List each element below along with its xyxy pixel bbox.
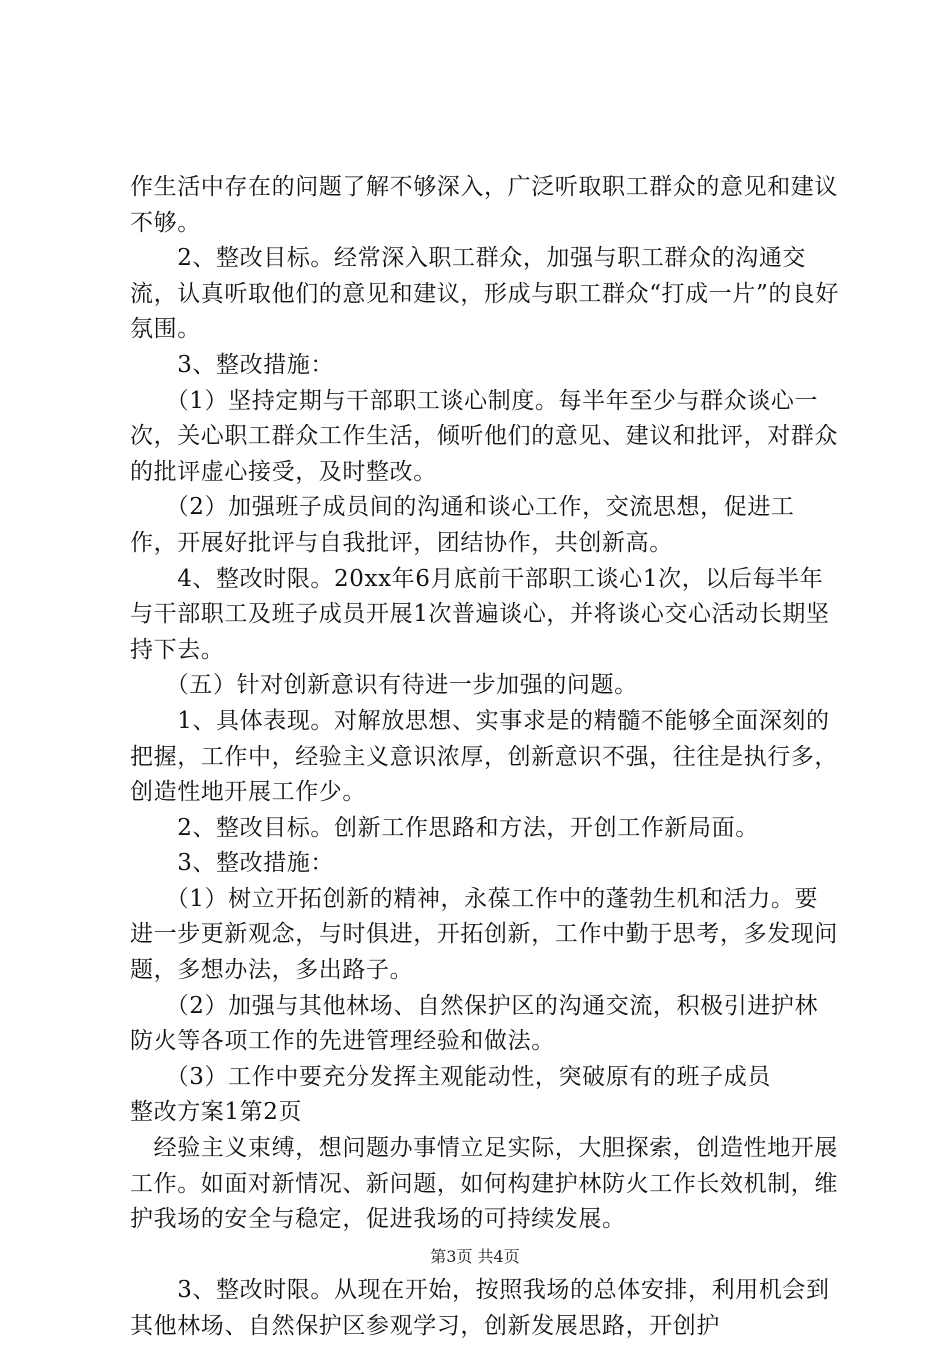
paragraph: 2、整改目标。经常深入职工群众，加强与职工群众的沟通交流，认真听取他们的意见和建议，形成与职工群众“打成一片”的良好氛围。 xyxy=(130,245,840,343)
paragraph: 3、整改措施： xyxy=(130,351,335,378)
paragraph: 作生活中存在的问题了解不够深入，广泛听取职工群众的意见和建议不够。 xyxy=(130,174,838,236)
paragraph: 3、整改措施： xyxy=(130,850,335,877)
paragraph: 3、整改时限。从现在开始，按照我场的总体安排，利用机会到其他林场、自然保护区参观学习，创新发展思路，开创护 xyxy=(130,1277,830,1339)
section-heading: （五）针对创新意识有待进一步加强的问题。 xyxy=(130,672,638,699)
paragraph: （1）坚持定期与干部职工谈心制度。每半年至少与群众谈心一次，关心职工群众工作生活，倾听他们的意见、建议和批评，对群众的批评虚心接受，及时整改。 xyxy=(130,387,838,485)
paragraph: 1、具体表现。对解放思想、实事求是的精髓不能够全面深刻的把握，工作中，经验主义意识浓厚，创新意识不强，往往是执行多，创造性地开展工作少。 xyxy=(130,707,838,806)
page-footer: 第3页 共4页 xyxy=(430,1247,520,1266)
inline-page-marker: 整改方案1第2页 xyxy=(130,1099,303,1126)
paragraph: （1）树立开拓创新的精神，永葆工作中的蓬勃生机和活力。要进一步更新观念，与时俱进，开拓创新，工作中勤于思考，多发现问题，多想办法，多出路子。 xyxy=(130,885,838,984)
paragraph: 经验主义束缚，想问题办事情立足实际，大胆探索，创造性地开展工作。如面对新情况、新问题，如何构建护林防火工作长效机制，维护我场的安全与稳定，促进我场的可持续发展。 xyxy=(130,1135,838,1233)
paragraph: 4、整改时限。20xx年6月底前干部职工谈心1次，以后每半年与干部职工及班子成员开展1次普遍谈心，并将谈心交心活动长期坚持下去。 xyxy=(130,565,830,663)
paragraph: （2）加强与其他林场、自然保护区的沟通交流，积极引进护林防火等各项工作的先进管理经验和做法。 xyxy=(130,992,819,1055)
paragraph: （3）工作中要充分发挥主观能动性，突破原有的班子成员 xyxy=(130,1063,771,1090)
document-body xyxy=(130,170,840,1345)
paragraph: 2、整改目标。创新工作思路和方法，开创工作新局面。 xyxy=(130,814,759,841)
paragraph: （2）加强班子成员间的沟通和谈心工作，交流思想，促进工作，开展好批评与自我批评，团结协作，共创新高。 xyxy=(130,494,795,556)
